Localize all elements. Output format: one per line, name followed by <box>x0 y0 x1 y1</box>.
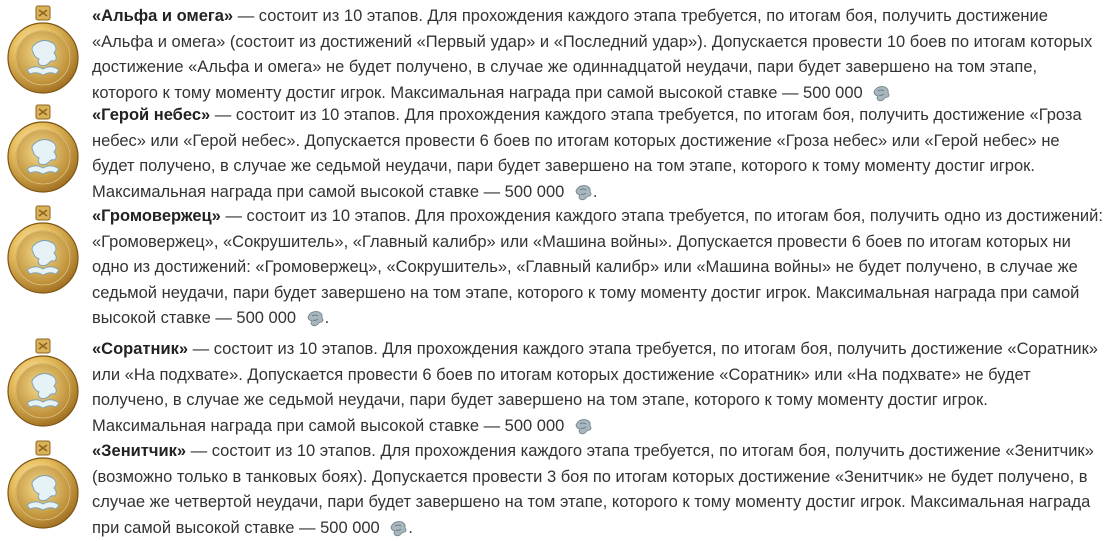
achievement-title: «Герой небес» <box>92 106 211 124</box>
lion-coin-icon <box>564 183 593 201</box>
achievement-description <box>92 4 1104 106</box>
achievement-body: — состоит из 10 этапов. Для прохождения каждого этапа требуется, по итогам боя, получить достижение «Гроза небес» или «Герой небес». Допускается провести 6 боев по итогам которых достижение «Гроза небес» или «Герой небес» не будет получено, в случае же седьмой неудачи, пари будет завершено на том этапе, которого к тому моменту достиг игрок. Максимальная награда при самой высокой ставке — 500 000 <box>92 106 1082 201</box>
lion-coin-icon <box>296 309 325 327</box>
sentence-end: . <box>408 518 413 537</box>
achievement-body: — состоит из 10 этапов. Для прохождения каждого этапа требуется, по итогам боя, получить достижение «Соратник» или «На подхвате». Допускается провести 6 боев по итогам которых достижение «Соратник» или «На подхвате» не будет получено, в случае же седьмой неудачи, пари будет завершено на том этапе, которого к тому моменту достиг игрок. Максимальная награда при самой высокой ставке — 500 000 <box>92 340 1098 435</box>
achievement-body: — состоит из 10 этапов. Для прохождения каждого этапа требуется, по итогам боя, получить одно из достижений: «Громовержец», «Сокрушитель», «Главный калибр» или «Машина войны». Допускается провести 6 боев по итогам которых ни одно из достижений: «Громовержец», «Сокрушитель», «Главный калибр» или «Машина войны» не будет получено, в случае же седьмой неудачи, пари будет завершено на том этапе, которого к тому моменту достиг игрок. Максимальная награда при самой высокой ставке — 500 000 <box>92 207 1103 327</box>
sentence-end: . <box>324 309 330 327</box>
achievement-description <box>92 204 1104 332</box>
achievement-title: «Соратник» <box>92 340 189 358</box>
lion-coin-icon <box>863 84 892 102</box>
achievement-body: — состоит из 10 этапов. Для прохождения каждого этапа требуется, по итогам боя, получить достижение «Альфа и омега» (состоит из достижений «Первый удар» и «Последний удар»). Допускается провести 10 боев по итогам которых достижение «Альфа и омега» не будет получено, в случае же одиннадцатой неудачи, пари будет завершено на том этапе, которого к тому моменту достиг игрок. Максимальная награда при самой высокой ставке — 500 000 <box>92 7 1093 102</box>
achievement-body: — состоит из 10 этапов. Для прохождения каждого этапа требуется, по итогам боя, получить достижение «Зенитчик» (возможно только в танковых боях). Допускается провести 3 боя по итогам которых достижение «Зенитчик» не будет получено, в случае же четвертой неудачи, пари будет завершено на том этапе, которого к тому моменту достиг игрок. Максимальная награда при самой высокой ставке — 500 000 <box>92 442 1094 537</box>
achievement-description <box>92 103 1104 205</box>
achievement-title: «Зенитчик» <box>92 442 187 460</box>
achievement-description <box>92 337 1104 439</box>
achievement-description <box>92 439 1104 541</box>
achievement-title: «Альфа и омега» <box>92 7 234 25</box>
achievement-title: «Громовержец» <box>92 207 221 225</box>
lion-coin-icon <box>564 417 593 435</box>
sentence-end: . <box>592 182 598 201</box>
lion-coin-icon <box>380 519 409 537</box>
